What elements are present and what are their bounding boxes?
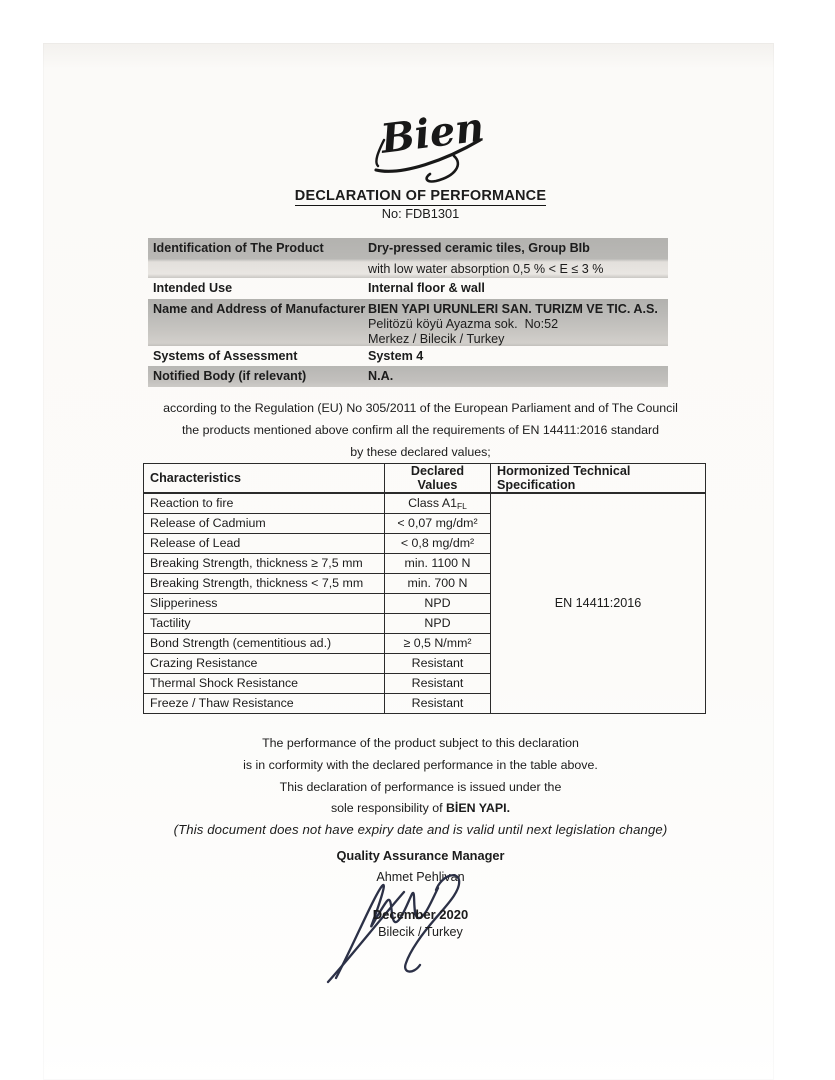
characteristic-name: Crazing Resistance bbox=[144, 653, 385, 673]
closing-line: The performance of the product subject to this declaration bbox=[262, 736, 579, 750]
declared-value: ≥ 0,5 N/mm² bbox=[385, 633, 491, 653]
document-number: No: FDB1301 bbox=[381, 206, 460, 221]
subscript-fl: FL bbox=[456, 500, 467, 511]
bien-logo-text: Bien bbox=[378, 104, 487, 163]
info-row-manufacturer bbox=[148, 299, 668, 346]
info-value: N.A. bbox=[368, 369, 394, 383]
characteristic-name: Reaction to fire bbox=[144, 493, 385, 513]
table-row bbox=[144, 493, 706, 513]
characteristic-name: Breaking Strength, thickness ≥ 7,5 mm bbox=[144, 553, 385, 573]
company-name-bold: BİEN YAPI. bbox=[445, 801, 511, 815]
product-info-table bbox=[148, 238, 668, 387]
column-header-characteristics: Characteristics bbox=[144, 464, 385, 494]
info-value-line: BIEN YAPI URUNLERI SAN. TURIZM VE TIC. A.S. bbox=[368, 302, 658, 316]
characteristic-name: Slipperiness bbox=[144, 593, 385, 613]
declared-value: NPD bbox=[385, 593, 491, 613]
validity-note: (This document does not have expiry date and is valid until next legislation change) bbox=[173, 822, 668, 837]
closing-line bbox=[3, 801, 835, 815]
table-header-row bbox=[144, 464, 706, 494]
page-title bbox=[3, 188, 835, 204]
info-label: Notified Body (if relevant) bbox=[153, 369, 307, 383]
characteristic-name: Release of Cadmium bbox=[144, 513, 385, 533]
characteristic-name: Release of Lead bbox=[144, 533, 385, 553]
signer-role: Quality Assurance Manager bbox=[336, 848, 505, 863]
declared-value: Resistant bbox=[385, 653, 491, 673]
characteristic-name: Tactility bbox=[144, 613, 385, 633]
info-value bbox=[368, 238, 668, 278]
declared-value-text: Class A1 bbox=[408, 495, 457, 510]
info-label: Identification of The Product bbox=[153, 241, 324, 255]
column-header-spec: Hormonized Technical Specification bbox=[491, 464, 706, 494]
bien-logo-icon bbox=[362, 104, 492, 188]
declared-value: Resistant bbox=[385, 673, 491, 693]
closing-line: is in corformity with the declared performance in the table above. bbox=[243, 758, 598, 772]
info-value-line: with low water absorption 0,5 % < E ≤ 3 % bbox=[368, 262, 604, 276]
declared-value: Resistant bbox=[385, 693, 491, 713]
signer-name: Ahmet Pehlivan bbox=[376, 870, 465, 884]
declared-value: < 0,8 mg/dm² bbox=[385, 533, 491, 553]
declared-value: min. 1100 N bbox=[385, 553, 491, 573]
info-value-line: Pelitözü köyü Ayazma sok. No:52 bbox=[368, 317, 559, 331]
signature-place: Bilecik / Turkey bbox=[378, 925, 463, 939]
info-row-notified-body bbox=[148, 366, 668, 387]
closing-line: This declaration of performance is issued under the bbox=[279, 780, 562, 794]
info-value bbox=[368, 299, 668, 346]
declared-value bbox=[385, 493, 491, 513]
characteristic-name: Breaking Strength, thickness < 7,5 mm bbox=[144, 573, 385, 593]
intro-line: according to the Regulation (EU) No 305/2011 of the European Parliament and of The Council bbox=[163, 401, 678, 415]
characteristic-name: Bond Strength (cementitious ad.) bbox=[144, 633, 385, 653]
closing-line-prefix: sole responsibility of bbox=[330, 801, 446, 815]
intro-line: by these declared values; bbox=[350, 445, 491, 459]
characteristic-name: Thermal Shock Resistance bbox=[144, 673, 385, 693]
harmonized-spec-value: EN 14411:2016 bbox=[491, 493, 706, 713]
characteristic-name: Freeze / Thaw Resistance bbox=[144, 693, 385, 713]
signature-date: December 2020 bbox=[372, 907, 469, 922]
column-header-declared-values: Declared Values bbox=[385, 464, 491, 494]
bien-logo bbox=[362, 104, 492, 188]
info-label: Intended Use bbox=[153, 281, 233, 295]
info-value-line: Dry-pressed ceramic tiles, Group BIb bbox=[368, 241, 590, 255]
info-value: System 4 bbox=[368, 349, 424, 363]
info-label: Systems of Assessment bbox=[153, 349, 298, 363]
declared-value: < 0,07 mg/dm² bbox=[385, 513, 491, 533]
page-title-text: DECLARATION OF PERFORMANCE bbox=[294, 188, 547, 204]
info-value-line: Merkez / Bilecik / Turkey bbox=[368, 331, 505, 346]
characteristics-table bbox=[143, 463, 706, 714]
info-row-assessment bbox=[148, 346, 668, 366]
info-row-identification bbox=[148, 238, 668, 278]
info-row-intended-use bbox=[148, 278, 668, 299]
info-label: Name and Address of Manufacturer bbox=[153, 302, 366, 316]
intro-line: the products mentioned above confirm all the requirements of EN 14411:2016 standard bbox=[181, 423, 660, 437]
declared-value: NPD bbox=[385, 613, 491, 633]
declared-value: min. 700 N bbox=[385, 573, 491, 593]
info-value: Internal floor & wall bbox=[368, 281, 485, 295]
